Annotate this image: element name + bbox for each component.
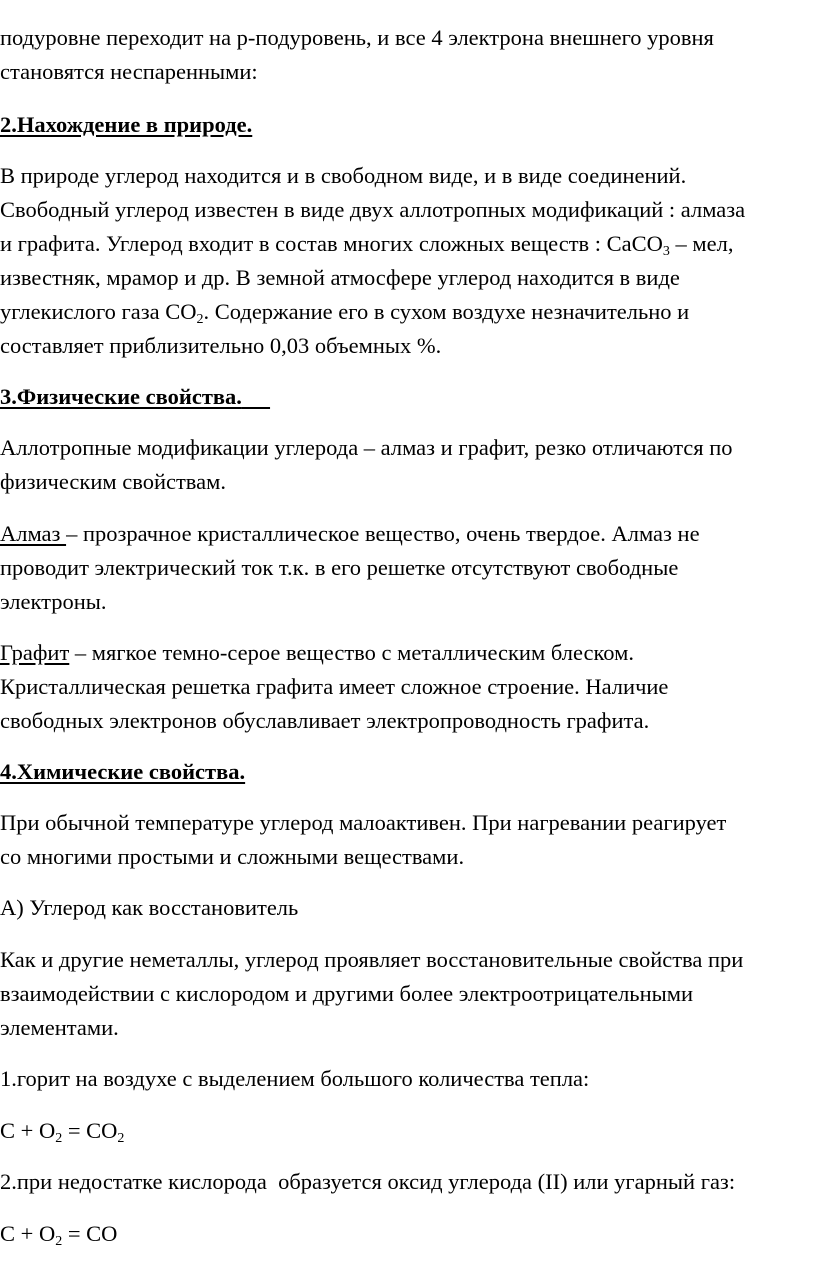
text-line: элементами. xyxy=(0,1015,119,1040)
text-line: и графита. Углерод входит в состав многих сложных веществ : СаСО$_3$ – мел, xyxy=(0,231,734,259)
text-line: А) Углерод как восстановитель xyxy=(0,895,299,920)
term-diamond: Алмаз xyxy=(0,521,67,546)
text-line: подуровне переходит на р-подуровень, и все 4 электрона внешнего уровня xyxy=(0,25,714,50)
subscript: 2 xyxy=(55,1234,63,1249)
text-line: Алмаз – прозрачное кристаллическое вещество, очень твердое. Алмаз не xyxy=(0,521,700,546)
text-line: 2.при недостатке кислорода образуется оксид углерода (II) или угарный газ: xyxy=(0,1169,736,1194)
text-line: электроны. xyxy=(0,589,107,614)
text-line: углекислого газа $СО_2$. Содержание его в сухом воздухе незначительно и xyxy=(0,299,690,327)
equation-incomplete-combustion: $С + О_2$ = СО xyxy=(0,1221,118,1249)
subscript: 2 xyxy=(117,1131,125,1146)
section-heading-nature: 2.Нахождение в природе. xyxy=(0,112,253,137)
text-line: со многими простыми и сложными веществами. xyxy=(0,844,465,869)
text-line: Свободный углерод известен в виде двух аллотропных модификаций : алмаза xyxy=(0,197,746,222)
text-line: При обычной температуре углерод малоактивен. При нагревании реагирует xyxy=(0,810,727,835)
text-line: Как и другие неметаллы, углерод проявляет восстановительные свойства при xyxy=(0,947,744,972)
section-heading-chemical: 4.Химические свойства. xyxy=(0,759,246,784)
subscript: 3 xyxy=(662,244,670,259)
term-graphite: Графит xyxy=(0,640,70,665)
text-line: свободных электронов обуславливает электропроводность графита. xyxy=(0,708,650,733)
text-line: Кристаллическая решетка графита имеет сложное строение. Наличие xyxy=(0,674,669,699)
text-line: взаимодействии с кислородом и другими более электроотрицательными xyxy=(0,981,694,1006)
text-line: Графит – мягкое темно-серое вещество с металлическим блеском. xyxy=(0,640,634,665)
text-line: 1.горит на воздухе с выделением большого количества тепла: xyxy=(0,1066,590,1091)
text-line: проводит электрический ток т.к. в его решетке отсутствуют свободные xyxy=(0,555,679,580)
subscript: 2 xyxy=(55,1131,63,1146)
text-line: Аллотропные модификации углерода – алмаз и графит, резко отличаются по xyxy=(0,435,733,460)
section-heading-physical: 3.Физические свойства. xyxy=(0,384,242,409)
subscript: 2 xyxy=(196,312,204,327)
text-line: составляет приблизительно 0,03 объемных %. xyxy=(0,333,442,358)
text-line: В природе углерод находится и в свободном виде, и в виде соединений. xyxy=(0,163,687,188)
equation-combustion: $С + О_2 = СО_2$ xyxy=(0,1118,125,1146)
text-line: становятся неспаренными: xyxy=(0,59,258,84)
text-line: физическим свойствам. xyxy=(0,469,226,494)
text-line: известняк, мрамор и др. В земной атмосфере углерод находится в виде xyxy=(0,265,680,290)
